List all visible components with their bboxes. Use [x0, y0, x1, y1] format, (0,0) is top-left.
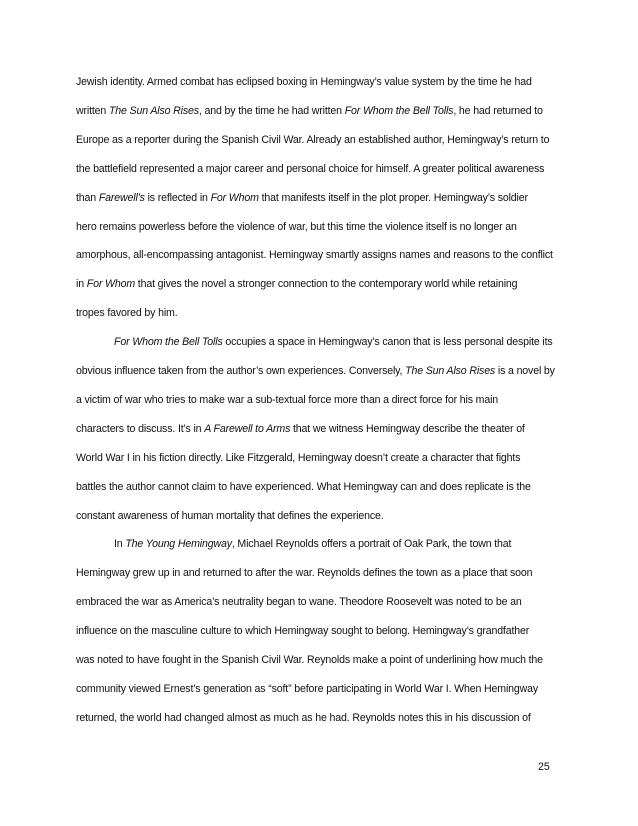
- text-line: [76, 133, 566, 147]
- italic-title: A Farewell to Arms: [204, 422, 291, 435]
- italic-title: For Whom the Bell Tolls: [114, 336, 223, 349]
- text-run: , he had returned to: [453, 104, 543, 117]
- text-run: that we witness Hemingway describe the theater of: [290, 422, 525, 435]
- text-run: Jewish identity. Armed combat has eclipsed boxing in Hemingway’s value system by the time he had: [76, 76, 532, 88]
- text-run: battles the author cannot claim to have experienced. What Hemingway can and does replicate is the: [76, 480, 531, 493]
- text-run: hero remains powerless before the violence of war, but this time the violence itself is no longer an: [76, 220, 517, 233]
- text-line: [76, 682, 566, 696]
- text-run: written: [76, 104, 109, 117]
- text-line: [76, 653, 566, 667]
- text-line: [76, 595, 566, 609]
- text-run: occupies a space in Hemingway’s canon that is less personal despite its: [222, 336, 553, 349]
- italic-title: The Sun Also Rises: [405, 365, 496, 377]
- text-run: was noted to have fought in the Spanish Civil War. Reynolds make a point of underlining how much the: [76, 654, 543, 666]
- text-line: [76, 191, 566, 205]
- text-line: [76, 566, 566, 580]
- text-line: [76, 451, 566, 465]
- italic-title: Farewell’s: [98, 191, 145, 204]
- text-run: that gives the novel a stronger connection to the contemporary world while retaining: [135, 278, 518, 291]
- text-run: influence on the masculine culture to which Hemingway sought to belong. Hemingway’s grandfather: [76, 625, 530, 638]
- text-line: [76, 624, 566, 638]
- italic-title: The Young Hemingway: [125, 538, 232, 551]
- text-run: community viewed Ernest’s generation as “soft” before participating in World War I. When Hemingway: [76, 682, 539, 695]
- text-run: is reflected in: [144, 191, 211, 204]
- text-run: obvious influence taken from the author’s own experiences. Conversely,: [76, 365, 406, 377]
- text-line: [76, 393, 566, 407]
- text-run: Europe as a reporter during the Spanish Civil War. Already an established author, Hemingway’s return to: [76, 133, 550, 146]
- italic-title: For Whom: [210, 191, 259, 204]
- text-run: that manifests itself in the plot proper. Hemingway’s soldier: [258, 191, 528, 204]
- text-run: In: [114, 538, 126, 551]
- text-line: [114, 537, 604, 551]
- text-run: World War I in his fiction directly. Like Fitzgerald, Hemingway doesn’t create a character that fights: [76, 451, 521, 464]
- text-line: [76, 509, 566, 523]
- text-run: is a novel by: [495, 365, 555, 377]
- italic-title: For Whom the Bell Tolls: [344, 104, 454, 117]
- text-run: , and by the time he had written: [198, 104, 345, 117]
- text-run: characters to discuss. It’s in: [76, 422, 205, 435]
- text-line: [76, 75, 566, 89]
- text-line: [76, 711, 566, 725]
- text-run: returned, the world had changed almost as much as he had. Reynolds notes this in his discussion of: [76, 711, 531, 724]
- italic-title: The Sun Also Rises: [108, 104, 199, 117]
- text-run: , Michael Reynolds offers a portrait of Oak Park, the town that: [231, 538, 512, 551]
- text-run: the battlefield represented a major career and personal choice for himself. A greater political awareness: [76, 162, 545, 175]
- text-line: [76, 306, 566, 320]
- text-line: [114, 335, 604, 349]
- text-line: [76, 364, 566, 378]
- text-run: constant awareness of human mortality that defines the experience.: [76, 509, 384, 522]
- text-line: [76, 422, 566, 436]
- text-line: [76, 277, 566, 291]
- text-line: [76, 162, 566, 176]
- text-run: amorphous, all-encompassing antagonist. Hemingway smartly assigns names and reasons to the conflict: [76, 249, 553, 262]
- text-run: Hemingway grew up in and returned to after the war. Reynolds defines the town as a place that soon: [76, 567, 533, 580]
- text-line: [76, 248, 566, 262]
- text-run: a victim of war who tries to make war a sub-textual force more than a direct force for his main: [76, 393, 499, 406]
- text-run: tropes favored by him.: [76, 307, 178, 320]
- text-run: than: [76, 191, 99, 204]
- text-run: embraced the war as America’s neutrality began to wane. Theodore Roosevelt was noted to be an: [76, 596, 522, 609]
- page-number: 25: [538, 761, 550, 773]
- text-line: [76, 220, 566, 234]
- text-run: in: [76, 278, 87, 291]
- text-line: [76, 480, 566, 494]
- italic-title: For Whom: [86, 278, 135, 291]
- text-line: [76, 104, 566, 118]
